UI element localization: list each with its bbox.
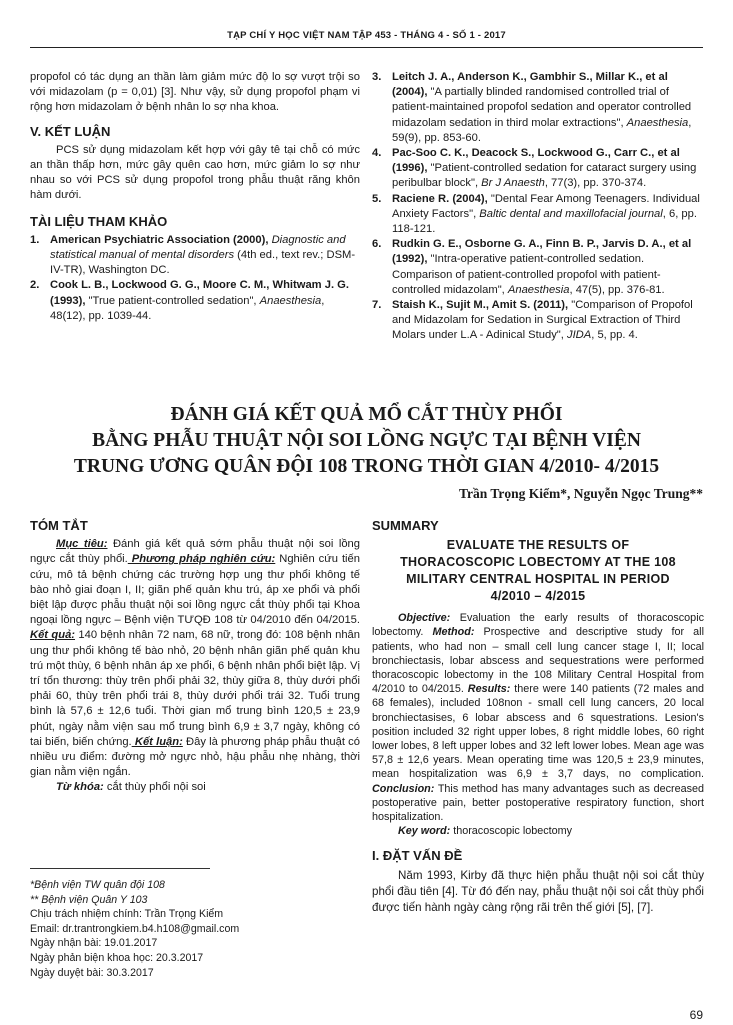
summary-en-body xyxy=(372,611,704,824)
summary-en-title-line-1: EVALUATE THE RESULTS OF xyxy=(446,538,630,553)
footnote-affiliation-1: *Bệnh viện TW quân đội 108 xyxy=(30,879,165,891)
reference-journal: JIDA xyxy=(566,329,592,342)
reference-item xyxy=(30,278,360,324)
reference-journal: Baltic dental and maxillofacial journal xyxy=(479,207,663,220)
references-list-right xyxy=(372,70,704,344)
article-title xyxy=(30,402,703,480)
keywords-vi xyxy=(30,780,360,795)
reference-journal: Anaesthesia xyxy=(507,283,570,296)
reference-text: "A partially blinded randomised controlled trial of patient-maintained propofol sedation and operator controlled midazolam sedation in third molar extractions", xyxy=(392,86,692,129)
reference-journal: Br J Anaesth xyxy=(481,177,545,190)
reference-number: 1. xyxy=(30,233,40,246)
reference-details: , 48(12), pp. 1039-44. xyxy=(50,294,325,322)
objective-text-en: Evaluation the early results of thoracoscopic lobectomy. xyxy=(372,612,704,639)
intro-heading: I. ĐẶT VẤN ĐỀ xyxy=(372,848,463,864)
conclusion-text: PCS sử dụng midazolam kết hợp với gây tê tại chỗ có mức an thần thấp hơn, mức gây quên cao hơn, mức giảm lo sợ như nhau so với PCS sử dụng propofol trong phẫu thuật răng khôn hàm dưới. xyxy=(30,143,360,202)
reference-item xyxy=(372,146,704,192)
reference-details: , 77(3), pp. 370-374. xyxy=(544,177,647,190)
objective-text-vi: Đánh giá kết quả sớm phẫu thuật nội soi lồng ngực cắt thùy phổi. xyxy=(30,538,360,566)
header-rule xyxy=(30,47,703,48)
result-text-vi: 140 bệnh nhân 72 nam, 68 nữ, trong đó: 108 bệnh nhân ung thư phổi không tế bào nhỏ, 20 bệnh nhân giãn phế quản khu trú một thùy, 6 bệnh nhân áp xe phổi, 6 bệnh nhân phổi biệt lập. Vị trí tổn thương: thùy trên phổi phải 32, thùy giữa 8, thùy dưới phổi phải 60, thùy trên phổi trái 8, thùy dưới phổi trái 32. Tuổi trung bình là 57,6 ± 12,6 tuổi. Thời gian mổ trung bình 120,5 ± 23,9 phút, ngày nằm viện sau mổ trung bình 6,9 ± 3,7 ngày, không có tai biến, biến chứng. xyxy=(30,629,361,748)
page-number: 69 xyxy=(689,1008,703,1022)
reference-details: , 6, pp. 118-121. xyxy=(392,207,697,236)
references-heading: TÀI LIỆU THAM KHẢO xyxy=(30,213,168,229)
reference-number: 3. xyxy=(372,71,382,83)
right-column-top xyxy=(372,70,704,344)
right-column-bottom xyxy=(372,518,704,916)
article-authors: Trần Trọng Kiểm*, Nguyễn Ngọc Trung** xyxy=(458,486,703,501)
summary-en-title-line-2: THORACOSCOPIC LOBECTOMY AT THE 108 xyxy=(400,555,676,570)
conclusion-text-vi: Đây là phương pháp phẫu thuật có nhiều ưu điểm: đường mở ngực nhỏ, hậu phẫu nhẹ nhàng, thời gian nằm viện ngắn. xyxy=(30,735,360,779)
conclusion-text-en: This method has many advantages such as decreased postoperative pain, better postoperative respiratory function, short hospitalization. xyxy=(372,782,704,824)
reference-item xyxy=(372,192,704,238)
reference-authors: Rudkin G. E., Osborne G. A., Finn B. P., Jarvis D. A., et al (1992), xyxy=(392,238,692,266)
reference-body xyxy=(50,278,360,324)
reference-text: "Patient-controlled sedation for cataract surgery using peribulbar block", xyxy=(392,162,697,190)
summary-en-heading: SUMMARY xyxy=(372,518,439,533)
conclusion-heading: V. KẾT LUẬN xyxy=(30,123,111,139)
reference-text: "Comparison of Propofol and Midazolam for Sedation in Surgical Extraction of Third Molars under L.A - Adinical Study", xyxy=(392,299,693,342)
keyword-text-en: thoracoscopic lobectomy xyxy=(450,825,573,838)
reference-authors: Cook L. B., Lockwood G. G., Moore C. M., Whitwam J. G. (1993), xyxy=(50,279,349,307)
summary-en-title-line-3: MILITARY CENTRAL HOSPITAL IN PERIOD xyxy=(406,572,670,587)
footnote-rule xyxy=(30,868,210,869)
keywords-text-vi: cắt thùy phổi nội soi xyxy=(103,781,206,794)
reference-body xyxy=(392,298,704,344)
reference-journal: Diagnostic and statistical manual of mental disorders xyxy=(50,233,346,262)
reference-text: "Intra-operative patient-controlled sedation. Comparison of patient-controlled propofol with patient-controlled midazolam", xyxy=(392,253,661,296)
footnote-responsible: Chịu trách nhiệm chính: Trần Trọng Kiểm xyxy=(30,908,224,921)
conclusion-label-en: Conclusion: xyxy=(372,782,435,795)
footnote-accepted: Ngày duyệt bài: 30.3.2017 xyxy=(30,966,154,979)
summary-en-title xyxy=(372,537,704,605)
reference-authors: Raciene R. (2004), xyxy=(392,192,488,205)
footnote-received: Ngày nhận bài: 19.01.2017 xyxy=(30,937,158,950)
method-label-en: Method: xyxy=(423,626,475,639)
summary-vi-body xyxy=(30,537,360,780)
reference-journal: Anaesthesia xyxy=(259,294,322,307)
method-label-vi: Phương pháp nghiên cứu: xyxy=(127,553,276,566)
footnote-affiliation-2: ** Bệnh viện Quân Y 103 xyxy=(30,893,148,906)
reference-number: 6. xyxy=(372,238,382,251)
results-label-en: Results: xyxy=(463,683,511,696)
method-text-vi: Nghiên cứu tiến cứu, mô tả bệnh chứng các trường hợp ung thư phổi không tế bào nhỏ giai đoạn I, II; giãn phế quản khu trú, áp xe phổi và phổi biệt lập được phẫu thuật nội soi lồng ngực cắt thùy phổi tại Khoa ngoại lồng ngực – Bệnh viện TƯQĐ 108 từ 04/2010 đến 04/2015. xyxy=(30,553,360,627)
reference-item xyxy=(30,233,360,279)
method-text-en: Prospective and descriptive study for all patients, who had non – small cell lung cancer stage I, II; local bronchiectasis, lobar abscess and sequestrations were performed thoracoscopic lobectomy in the 108 Military Central Hospital from 4/2010 to 04/2015. xyxy=(372,626,704,696)
reference-body xyxy=(50,233,360,279)
reference-number: 5. xyxy=(372,192,382,205)
left-column-bottom xyxy=(30,518,360,796)
reference-body xyxy=(392,146,704,192)
intro-text: Năm 1993, Kirby đã thực hiện phẫu thuật nội soi cắt thùy phổi đầu tiên [4]. Từ đó đến nay, phẫu thuật nội soi cắt thùy phổi được tiến hành ngày càng rộng rãi trên thế giới [5], [7]. xyxy=(372,868,704,914)
result-label-vi: Kết quả: xyxy=(30,629,76,642)
reference-body xyxy=(392,192,704,238)
reference-authors: Staish K., Sujit M., Amit S. (2011), xyxy=(392,299,569,312)
objective-label-vi: Mục tiêu: xyxy=(56,538,108,551)
article-title-line-3: TRUNG ƯƠNG QUÂN ĐỘI 108 TRONG THỜI GIAN 4/2010- 4/2015 xyxy=(73,456,660,477)
reference-number: 2. xyxy=(30,279,40,292)
reference-authors: Pac-Soo C. K., Deacock S., Lockwood G., Carr C., et al (1996), xyxy=(392,147,680,175)
previous-article-continuation: propofol có tác dụng an thần làm giảm mức độ lo sợ vượt trội so với midazolam (p = 0,01) [3]. Như vậy, sử dụng propofol phạm vi rộng hơn midazolam ở bệnh nhân lo sợ nha khoa. xyxy=(30,71,360,114)
journal-header: TẠP CHÍ Y HỌC VIỆT NAM TẬP 453 - THÁNG 4 - SỐ 1 - 2017 xyxy=(227,30,506,41)
objective-label-en: Objective: xyxy=(398,612,451,625)
reference-details: , 47(5), pp. 376-81. xyxy=(569,283,665,296)
reference-body xyxy=(392,237,704,298)
reference-authors: American Psychiatric Association (2000), xyxy=(50,233,269,246)
footnote-email: Email: dr.trantrongkiem.b4.h108@gmail.com xyxy=(30,922,240,935)
reference-number: 7. xyxy=(372,299,382,312)
summary-vi-heading: TÓM TẮT xyxy=(30,518,88,533)
article-title-line-1: ĐÁNH GIÁ KẾT QUẢ MỔ CẮT THÙY PHỔI xyxy=(170,404,563,425)
reference-authors: Leitch J. A., Anderson K., Gambhir S., Millar K., et al (2004), xyxy=(392,71,668,99)
summary-en-title-line-4: 4/2010 – 4/2015 xyxy=(490,589,586,604)
footnotes xyxy=(30,878,360,980)
left-column-top xyxy=(30,70,360,324)
results-text-en: there were 140 patients (72 males and 68 females), included 108non - small cell lung cancers, 20 local bronchiectasises, 6 lobar abscess and 6 squestrations. Lesion's position included 32 right upper lobes, 8 right middle lobes, 60 right lower lobes, 8 left upper lobes and 32 left lower lobes. Mean age was 57,8 ± 12,6 years. Mean operating time was 120,5 ± 23,9 minutes, mean hospitalization was 6,9 ± 3,7 days, no complication. xyxy=(372,683,704,781)
references-list-left xyxy=(30,233,360,324)
reference-item xyxy=(372,70,704,146)
reference-details: , 59(9), pp. 853-60. xyxy=(392,116,692,144)
reference-journal: Anaesthesia xyxy=(626,116,689,129)
article-title-line-2: BẰNG PHẪU THUẬT NỘI SOI LỒNG NGỰC TẠI BỆNH VIỆN xyxy=(92,430,641,451)
conclusion-label-vi: Kết luận: xyxy=(131,735,183,748)
reference-text: "Dental Fear Among Teenagers. Individual Anxiety Factors", xyxy=(392,192,700,220)
keywords-label-vi: Từ khóa: xyxy=(56,781,104,794)
footnote-reviewed: Ngày phản biện khoa học: 20.3.2017 xyxy=(30,951,204,964)
reference-details: , 5, pp. 4. xyxy=(591,329,638,342)
reference-item xyxy=(372,237,704,298)
keyword-label-en: Key word: xyxy=(398,825,451,838)
keyword-en xyxy=(372,824,704,838)
reference-number: 4. xyxy=(372,147,382,160)
reference-text: "True patient-controlled sedation", xyxy=(85,294,260,307)
reference-item xyxy=(372,298,704,344)
reference-body xyxy=(392,70,704,146)
reference-details: (4th ed., text rev.; DSM-IV-TR), Washington DC. xyxy=(50,249,356,277)
